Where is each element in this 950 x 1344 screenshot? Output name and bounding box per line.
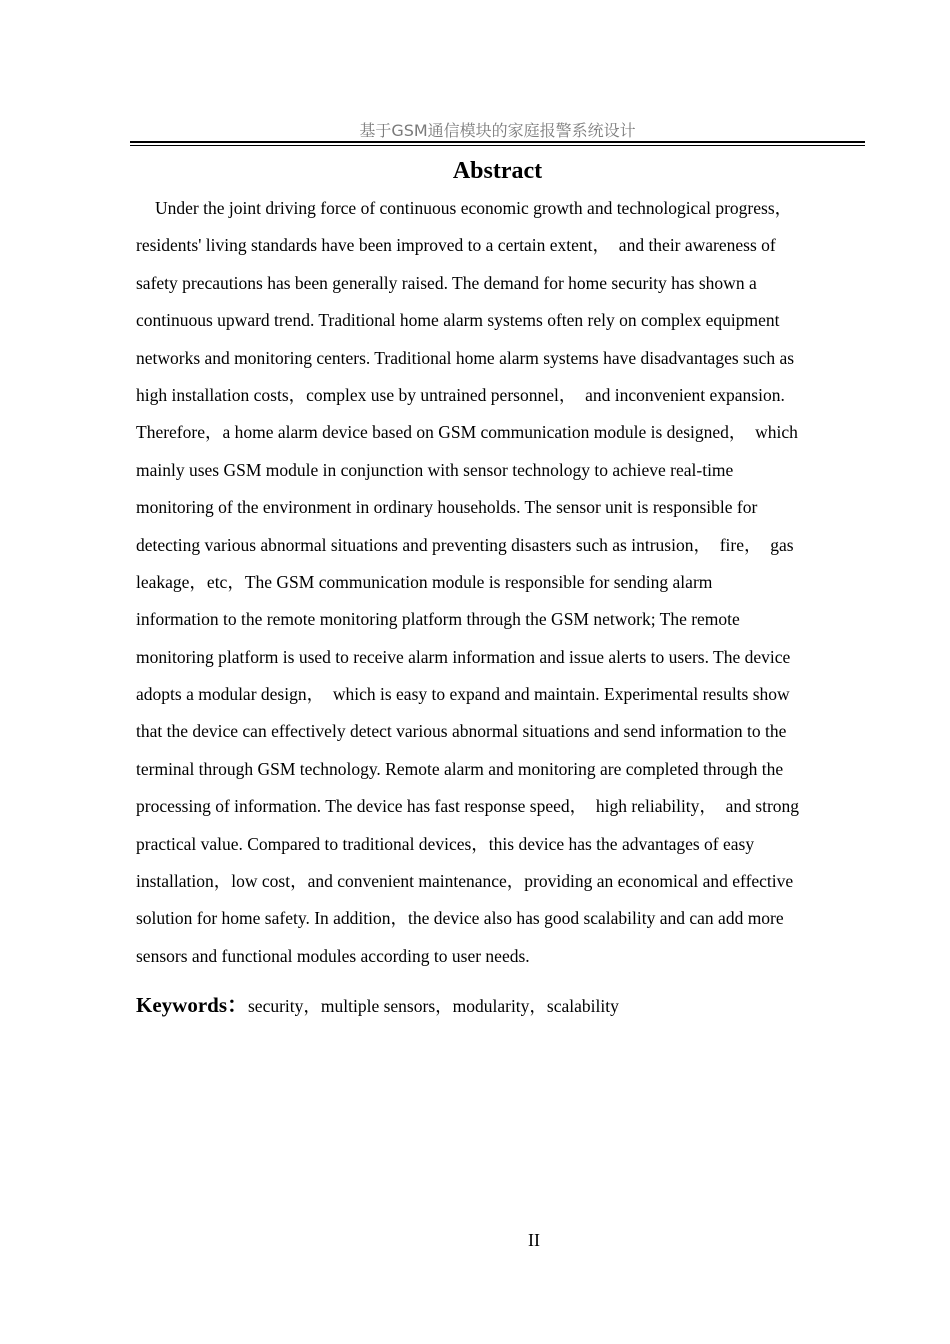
abstract-line: that the device can effectively detect various abnormal situations and send information to the [136,721,787,742]
abstract-line: detecting various abnormal situations and preventing disasters such as intrusion， fire， gas [136,534,794,555]
abstract-line: networks and monitoring centers. Traditional home alarm systems have disadvantages such as [136,347,795,368]
keywords-label: Keywords： [136,993,248,1017]
abstract-line: high installation costs，complex use by untrained personnel， and inconvenient expansion. [136,384,785,405]
abstract-line: Therefore，a home alarm device based on GSM communication module is designed， which [136,422,798,443]
abstract-line: adopts a modular design， which is easy to expand and maintain. Experimental results show [136,684,790,705]
abstract-line: solution for home safety. In addition，the device also has good scalability and can add more [136,908,784,929]
abstract-line: sensors and functional modules according to user needs. [136,945,530,966]
abstract-line: monitoring platform is used to receive alarm information and issue alerts to users. The device [136,646,791,667]
header-rule-thick [130,141,865,143]
abstract-line: monitoring of the environment in ordinary households. The sensor unit is responsible for [136,497,758,518]
abstract-line: continuous upward trend. Traditional home alarm systems often rely on complex equipment [136,310,780,331]
abstract-body [136,190,866,975]
page-number: II [528,1230,540,1250]
abstract-line: residents' living standards have been improved to a certain extent， and their awareness of [136,235,776,256]
abstract-line: safety precautions has been generally raised. The demand for home security has shown a [136,272,757,293]
header-rule-thin [130,145,865,146]
keywords [136,989,619,1024]
abstract-line: installation，low cost，and convenient maintenance，providing an economical and effective [136,871,794,892]
abstract-title: Abstract [452,158,543,184]
abstract-line: practical value. Compared to traditional devices，this device has the advantages of easy [136,833,755,854]
keywords-text: security，multiple sensors，modularity，scalability [248,996,619,1016]
abstract-line: information to the remote monitoring platform through the GSM network; The remote [136,609,740,630]
abstract-line: Under the joint driving force of continuous economic growth and technological progress， [155,198,793,218]
running-header: 基于GSM通信模块的家庭报警系统设计 [359,121,636,140]
abstract-line: terminal through GSM technology. Remote alarm and monitoring are completed through the [136,758,784,779]
abstract-line: leakage，etc，The GSM communication module is responsible for sending alarm [136,571,713,592]
abstract-line: processing of information. The device has fast response speed， high reliability， and strong [136,796,800,817]
abstract-line: mainly uses GSM module in conjunction with sensor technology to achieve real-time [136,459,734,480]
